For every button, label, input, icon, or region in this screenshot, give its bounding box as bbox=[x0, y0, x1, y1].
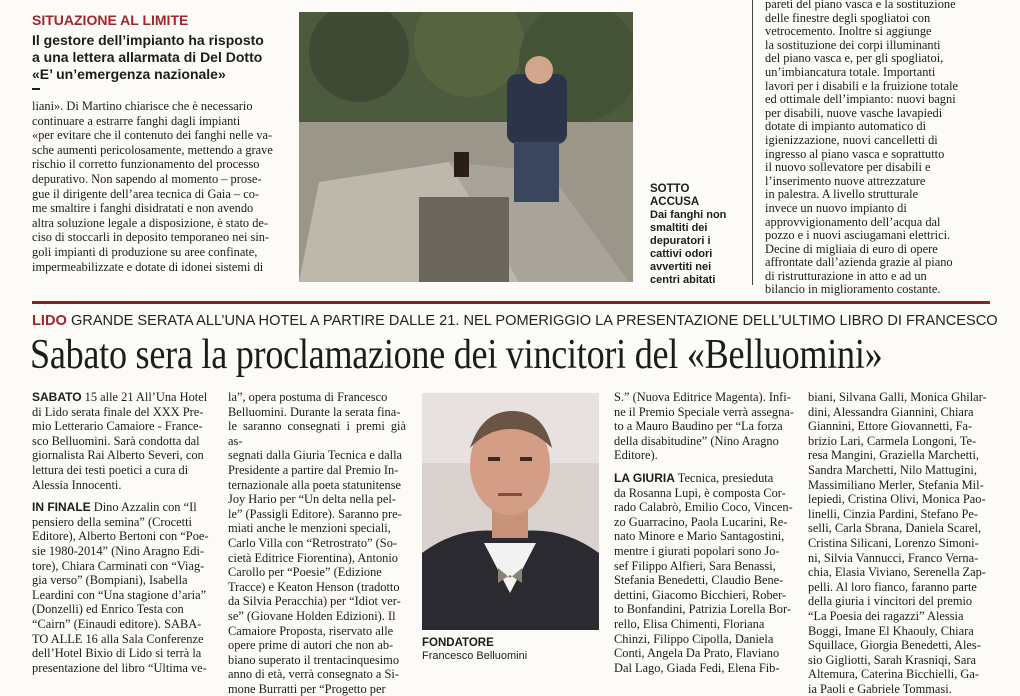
body-line: vetrocemento. Inoltre si aggiunge bbox=[765, 24, 932, 39]
summary-line: Il gestore dell’impianto ha risposto bbox=[32, 32, 264, 48]
body-line: ciso di stoccarli in deposito temporaneo nei sin- bbox=[32, 230, 270, 245]
body-line: Massimiliano Merler, Stefania Mil- bbox=[808, 477, 984, 492]
body-line: anno di età, verrà consegnato a Si- bbox=[228, 667, 399, 682]
body-line: Joy Hario per “Un delta nella pel- bbox=[228, 492, 396, 507]
body-line: da Silvia Peracchia) per “Idiot ver- bbox=[228, 594, 401, 609]
kicker-text: GRANDE SERATA ALL’UNA HOTEL A PARTIRE DALLE 21. NEL POMERIGGIO LA PRESENTAZIONE DELL’ULTIMO LIBRO DI FRANCESCO bbox=[70, 313, 998, 329]
body-line: dini, Alessandra Giannini, Chiara bbox=[808, 404, 974, 419]
body-line: ni, Silvia Vannucci, Franco Verna- bbox=[808, 550, 979, 565]
body-line: Presidente a partire dal Premio In- bbox=[228, 462, 399, 477]
body-line: gia verso” (Bompiani), Isabella bbox=[32, 573, 188, 588]
body-line: per disabili, nuove vasche lavapiedi bbox=[765, 105, 943, 120]
body-line: sche aumenti pericolosamente, mettendo a grave bbox=[32, 142, 273, 157]
body-line: sef Filippo Alfieri, Sara Benassi, bbox=[614, 558, 776, 573]
body-line: biani, Silvana Galli, Monica Ghilar- bbox=[808, 390, 987, 404]
body-line: Conti, Angela Da Prato, Flaviano bbox=[614, 646, 780, 661]
body-line: affrontate dall’azienda grazie al piano bbox=[765, 255, 953, 270]
body-line: segnati dalla Giuria Tecnica e dalla bbox=[228, 448, 403, 463]
column-rule bbox=[752, 0, 753, 285]
body-line: goli impianti di produzione su aree confinate, bbox=[32, 244, 258, 259]
body-line: delle finestre degli spogliatoi con bbox=[765, 10, 931, 25]
article-headline: Sabato sera la proclamazione dei vincitori del «Belluomini» bbox=[30, 332, 883, 378]
article-body-top-left bbox=[32, 99, 280, 274]
body-line: approvvigionamento dell’acqua dal bbox=[765, 214, 941, 229]
article-column-1 bbox=[32, 390, 218, 675]
body-line: Stefania Benedetti, Claudio Bene- bbox=[614, 573, 784, 588]
body-line: igienizzazione, nuovi cancelletti di bbox=[765, 132, 938, 147]
body-line: sio Gigliotti, Sarah Krasniqi, Sara bbox=[808, 652, 976, 667]
body-line: mone Burratti per “Progetto per bbox=[228, 681, 386, 696]
caption-text-line: avvertiti nei bbox=[650, 261, 712, 273]
body-line: Sandra Marchetti, Nilo Mattugini, bbox=[808, 462, 977, 477]
body-line: Altemura, Caterina Bicchielli, Ga- bbox=[808, 667, 979, 682]
paragraph-lead bbox=[32, 500, 218, 515]
caption-text-line: centri abitati bbox=[650, 274, 716, 286]
body-line: brizio Lari, Carmela Longoni, Te- bbox=[808, 433, 977, 448]
lead-rest: 15 alle 21 All’Una Hotel bbox=[81, 390, 208, 404]
body-line: ed ottimale dell’impianto: nuovi bagni bbox=[765, 92, 956, 107]
lead-in: IN FINALE bbox=[32, 500, 91, 515]
paragraph-lead bbox=[614, 471, 794, 486]
lead-in: SABATO bbox=[32, 390, 82, 404]
portrait-illustration bbox=[422, 393, 599, 630]
caption-text bbox=[650, 209, 740, 287]
body-line: rischio il corretto funzionamento del processo bbox=[32, 157, 260, 172]
body-line: S.” (Nuova Editrice Magenta). Infi- bbox=[614, 390, 791, 404]
body-line: le” (Passigli Editore). Saranno pre- bbox=[228, 506, 402, 521]
body-line: Chinzi, Filippo Cipolla, Daniela bbox=[614, 631, 774, 646]
portrait-caption-text: Francesco Belluomini bbox=[422, 650, 528, 662]
caption-text-line: depuratori i bbox=[650, 235, 711, 247]
body-line: giornalista Rai Alberto Severi, con bbox=[32, 448, 204, 463]
body-line: la”, opera postuma di Francesco bbox=[228, 390, 388, 404]
section-divider bbox=[32, 301, 990, 304]
body-line: TO ALLE 16 alla Sala Conferenze bbox=[32, 631, 204, 646]
body-line: il nuovo sollevatore per disabili e bbox=[765, 160, 931, 175]
body-line: da Rosanna Lupi, è composta Cor- bbox=[614, 485, 786, 500]
body-line: zo Guarracino, Paola Lucarini, Re- bbox=[614, 514, 788, 529]
body-line: Leardini con “Una stagione d’aria” bbox=[32, 587, 207, 602]
article-kicker bbox=[32, 313, 998, 329]
lead-in: LA GIURIA bbox=[614, 470, 675, 485]
body-line: di Lido serata finale del XXX Pre- bbox=[32, 404, 204, 419]
body-line: impermeabilizzate e dotate di idonei sistemi di bbox=[32, 259, 264, 274]
body-line: me smaltire i fanghi disidratati e non avendo bbox=[32, 201, 254, 216]
caption-heading-line: ACCUSA bbox=[650, 196, 700, 208]
body-line: liani». Di Martino chiarisce che è necessario bbox=[32, 99, 253, 113]
portrait-caption-heading: FONDATORE bbox=[422, 637, 494, 649]
caption-text-line: cattivi odori bbox=[650, 248, 713, 260]
body-line: Editore), Alberto Bertoni con “Poe- bbox=[32, 529, 209, 544]
body-line: ingresso al piano vasca e soprattutto bbox=[765, 146, 945, 161]
body-line: Dal Lago, Giada Fedi, Elena Fib- bbox=[614, 660, 780, 675]
caption-text-line: smaltiti dei bbox=[650, 222, 708, 234]
body-line: Boggi, Imane El Khaouly, Chiara bbox=[808, 623, 974, 638]
body-line: cietà Editrice Fiorentina), Antonio bbox=[228, 550, 398, 565]
body-line: sie 1980-2014” (Nino Aragno Edi- bbox=[32, 543, 205, 558]
body-line: della disabitudine” (Nino Aragno bbox=[614, 433, 779, 448]
body-line: un’imbiancatura totale. Importanti bbox=[765, 64, 936, 79]
body-line: ternazionale alla poeta statunitense bbox=[228, 477, 402, 492]
body-line: Decine di migliaia di euro di opere bbox=[765, 241, 938, 256]
lead-rest: Dino Azzalin con “Il bbox=[90, 500, 197, 515]
body-line: “La Poesia dei ragazzi” Alessia bbox=[808, 608, 964, 623]
body-line: Camaiore Proposta, riservato alle bbox=[228, 623, 394, 638]
body-line: «per evitare che il contenuto dei fanghi nelle va- bbox=[32, 128, 273, 143]
body-line: gue il dirigente dell’area tecnica di Gaia – co- bbox=[32, 186, 260, 201]
body-line: pelli. Al loro fianco, faranno parte bbox=[808, 579, 977, 594]
body-line: Carlo Villa con “Retrostrato” (So- bbox=[228, 535, 398, 550]
body-line: nato Minore e Mario Santagostini, bbox=[614, 529, 785, 544]
body-line: altra soluzione legale a disposizione, è stato de- bbox=[32, 215, 269, 230]
body-line: selli, Carla Sbrana, Daniela Scarel, bbox=[808, 521, 982, 536]
body-line: l’inserimento nuove attrezzature bbox=[765, 173, 926, 188]
body-line: (Donzelli) ed Enrico Testa con bbox=[32, 602, 184, 617]
body-line: se” (Giovane Holden Edizioni). Il bbox=[228, 608, 396, 623]
body-line: miati anche le menzioni speciali, bbox=[228, 521, 391, 536]
body-line: resa Mangini, Graziella Marchetti, bbox=[808, 448, 979, 463]
article-summary bbox=[32, 32, 282, 83]
body-line: linelli, Cinzia Pardini, Stefano Pe- bbox=[808, 506, 978, 521]
body-line: le saranno consegnati i premi già as- bbox=[228, 419, 406, 448]
caption-heading bbox=[650, 183, 740, 209]
body-line: presentazione del libro “Ultima ve- bbox=[32, 660, 207, 675]
body-line: rello, Elisa Chimenti, Floriana bbox=[614, 616, 765, 631]
body-line: di ristrutturazione in atto e ad un bbox=[765, 268, 927, 283]
body-line: “Cairn” (Einaudi editore). SABA- bbox=[32, 616, 202, 631]
body-line: in palestra. A livello strutturale bbox=[765, 187, 919, 202]
body-line: mio Letterario Camaiore - France- bbox=[32, 419, 203, 434]
article-column-4 bbox=[808, 390, 990, 696]
article-column-2 bbox=[228, 390, 406, 696]
body-line: Cristina Silicani, Lorenzo Simoni- bbox=[808, 535, 979, 550]
body-line: chia, Elasia Viviano, Serenella Zap- bbox=[808, 565, 986, 580]
body-line: to Bonfandini, Patrizia Lorella Bor- bbox=[614, 602, 791, 617]
photo-francesco-belluomini bbox=[422, 393, 599, 630]
body-line: sco Belluomini. Sarà condotta dal bbox=[32, 433, 200, 448]
body-line: ne il Premio Speciale verrà assegna- bbox=[614, 404, 794, 419]
body-line: del piano vasca e, per gli spogliatoi, bbox=[765, 51, 944, 66]
body-line: depurativo. Non sapendo al momento – prose- bbox=[32, 171, 262, 186]
body-line: continuare a estrarre fanghi dagli impianti bbox=[32, 113, 241, 128]
body-line: dell’Hotel Bixio di Lido si terrà la bbox=[32, 646, 202, 661]
portrait-caption bbox=[422, 637, 599, 663]
body-line: dettini, Giacomo Bicchieri, Rober- bbox=[614, 587, 787, 602]
body-line: la sostituzione dei corpi illuminanti bbox=[765, 37, 941, 52]
body-line: Squillace, Giorgia Benedetti, Ales- bbox=[808, 638, 981, 653]
body-line: Giannini, Ettore Giovannetti, Fa- bbox=[808, 419, 973, 434]
body-line: to a Mauro Baudino per “La forza bbox=[614, 419, 783, 434]
summary-line: a una lettera allarmata di Del Dotto bbox=[32, 49, 263, 65]
body-line: lettura dei testi poetici a cura di bbox=[32, 462, 189, 477]
body-line: ia Paoli e Gabriele Tommasi. bbox=[808, 681, 952, 696]
body-line: pensiero della semina” (Crocetti bbox=[32, 514, 192, 529]
body-line: pozzo e i nuovi asciugamani elettrici. bbox=[765, 228, 951, 243]
article-body-top-right bbox=[765, 0, 990, 297]
body-line: tore), Chiara Carminati con “Viag- bbox=[32, 558, 205, 573]
photo-sewage-tank bbox=[299, 12, 633, 282]
caption-text-line: Dai fanghi non bbox=[650, 209, 727, 221]
body-line: biano superato il trentacinquesimo bbox=[228, 652, 400, 667]
photo-illustration bbox=[299, 12, 633, 282]
paragraph-gap bbox=[614, 463, 794, 471]
body-line: Editore). bbox=[614, 448, 658, 463]
paragraph-lead bbox=[32, 390, 218, 405]
body-line: mentre i giurati popolari sono Jo- bbox=[614, 543, 780, 558]
separator-dash bbox=[32, 88, 40, 90]
kicker-place: LIDO bbox=[32, 313, 67, 329]
photo-caption-top bbox=[650, 183, 740, 287]
body-line: opere prime di autori che non ab- bbox=[228, 638, 394, 653]
body-line: Tracce) e Keaton Henson (tradotto bbox=[228, 579, 400, 594]
body-line: Belluomini. Durante la serata fina- bbox=[228, 404, 401, 419]
body-line: pareti del piano vasca e la sostituzione bbox=[765, 0, 956, 11]
caption-heading-line: SOTTO bbox=[650, 183, 690, 195]
body-line: dotate di impianto automatico di bbox=[765, 119, 927, 134]
body-line: bilancio in miglioramento costante. bbox=[765, 282, 941, 297]
body-line: della giuria i vincitori del premio bbox=[808, 594, 973, 609]
article-column-3 bbox=[614, 390, 794, 675]
summary-line: «E’ un’emergenza nazionale» bbox=[32, 66, 226, 82]
body-line: Alessia Innocenti. bbox=[32, 477, 122, 492]
paragraph-gap bbox=[32, 492, 218, 500]
body-line: invece un nuovo impianto di bbox=[765, 200, 907, 215]
body-line: lavori per i disabili e la fruizione totale bbox=[765, 78, 959, 93]
body-line: rado Calabrò, Emilio Coco, Vincen- bbox=[614, 500, 793, 515]
lead-rest: Tecnica, presieduta bbox=[674, 470, 774, 485]
body-line: lepiedi, Cristina Olivi, Monica Pao- bbox=[808, 492, 986, 507]
section-kicker: SITUAZIONE AL LIMITE bbox=[32, 12, 189, 28]
body-line: Carollo per “Poesie” (Edizione bbox=[228, 565, 382, 580]
